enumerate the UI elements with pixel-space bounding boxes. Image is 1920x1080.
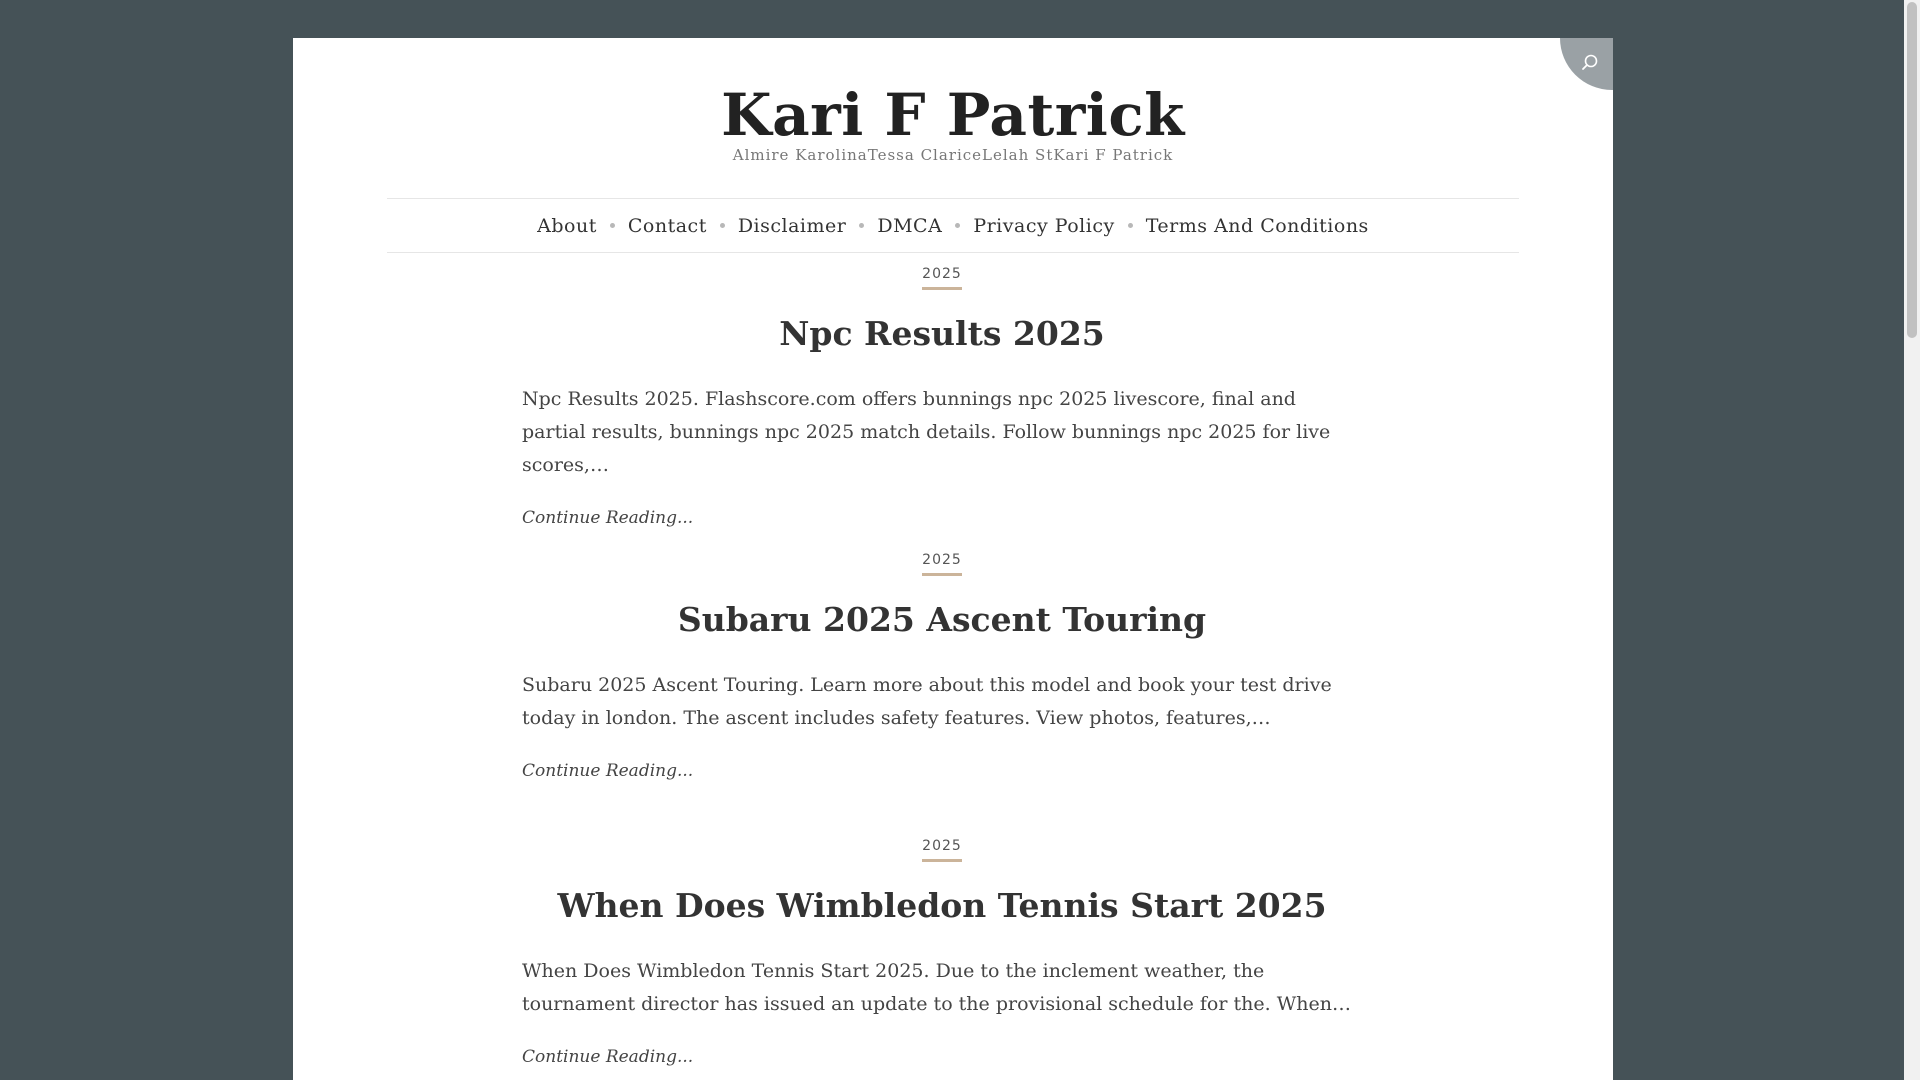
post-title[interactable]: Subaru 2025 Ascent Touring bbox=[677, 600, 1207, 639]
post-category-link[interactable]: 2025 bbox=[922, 552, 962, 576]
nav-separator bbox=[720, 223, 725, 228]
continue-reading-link[interactable]: Continue Reading... bbox=[522, 508, 694, 528]
post-entry bbox=[522, 835, 1362, 1067]
continue-reading-link[interactable]: Continue Reading... bbox=[522, 1047, 694, 1067]
post-category-link[interactable]: 2025 bbox=[922, 266, 962, 290]
nav-separator bbox=[859, 223, 864, 228]
post-excerpt: Subaru 2025 Ascent Touring. Learn more about this model and book your test drive today in london. The ascent includes safety features. View photos, features,… bbox=[522, 674, 1332, 729]
nav-item-contact[interactable]: Contact bbox=[627, 214, 707, 237]
post-category-link[interactable]: 2025 bbox=[922, 838, 962, 862]
nav-item-dmca[interactable]: DMCA bbox=[877, 214, 943, 237]
search-icon bbox=[1581, 54, 1599, 72]
page-container bbox=[293, 38, 1613, 1080]
post-entry bbox=[522, 549, 1362, 781]
nav-separator bbox=[1128, 223, 1133, 228]
nav-separator bbox=[955, 223, 960, 228]
post-title[interactable]: Npc Results 2025 bbox=[779, 314, 1105, 353]
scrollbar-thumb[interactable] bbox=[1907, 2, 1917, 338]
nav-item-about[interactable]: About bbox=[537, 214, 597, 237]
nav-item-disclaimer[interactable]: Disclaimer bbox=[737, 214, 847, 237]
post-excerpt: When Does Wimbledon Tennis Start 2025. Due to the inclement weather, the tournament director has issued an update to the provisional schedule for the. When… bbox=[522, 960, 1351, 1015]
nav-item-privacy-policy[interactable]: Privacy Policy bbox=[973, 214, 1115, 237]
nav-separator bbox=[610, 223, 615, 228]
main-navigation bbox=[387, 198, 1519, 253]
post-entry bbox=[522, 263, 1362, 528]
site-title[interactable]: Kari F Patrick bbox=[721, 81, 1185, 149]
post-title[interactable]: When Does Wimbledon Tennis Start 2025 bbox=[557, 886, 1327, 925]
continue-reading-link[interactable]: Continue Reading... bbox=[522, 761, 694, 781]
site-tagline: Almire KarolinaTessa ClariceLelah StKari F Patrick bbox=[732, 146, 1174, 164]
nav-item-terms-and-conditions[interactable]: Terms And Conditions bbox=[1145, 214, 1369, 237]
page-scrollbar[interactable] bbox=[1904, 0, 1920, 1080]
post-excerpt: Npc Results 2025. Flashscore.com offers bunnings npc 2025 livescore, final and partial results, bunnings npc 2025 match details. Follow bunnings npc 2025 for live scores,… bbox=[522, 388, 1331, 476]
